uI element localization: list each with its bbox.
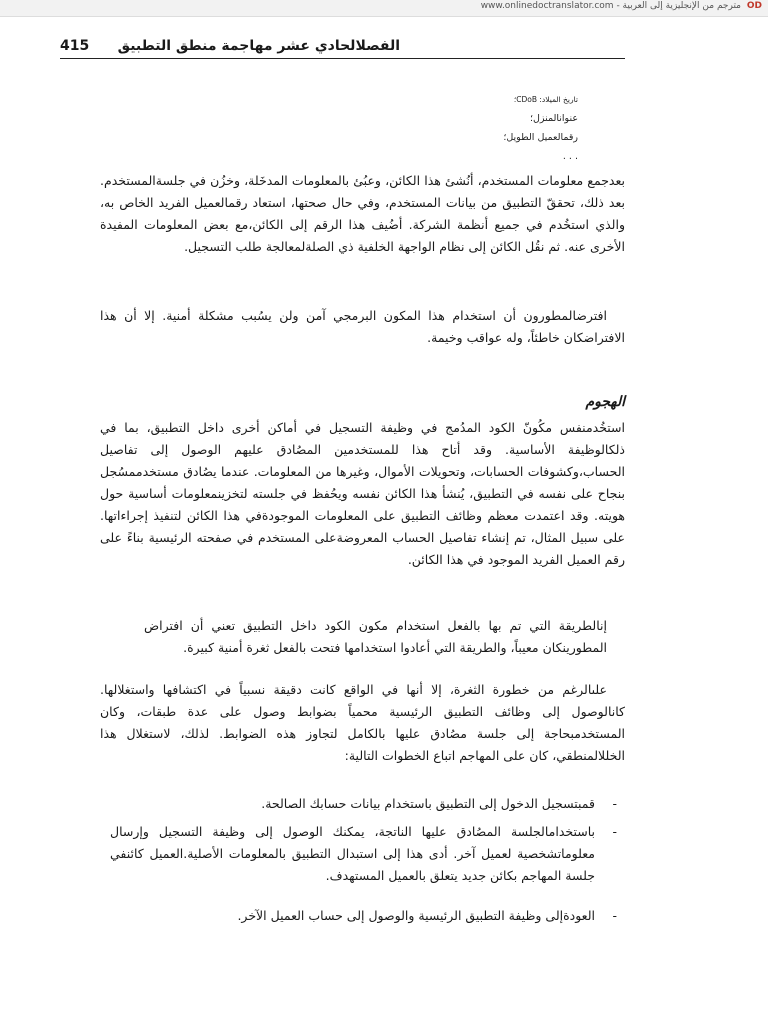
page-body: [100, 170, 625, 927]
chapter-title: الفصلالحادي عشر مهاجمة منطق التطبيق: [117, 38, 400, 54]
bullet-dash: -: [612, 908, 617, 923]
code-line: عنوانالمنزل؛: [529, 113, 578, 124]
translator-banner-text: مترجم من الإنجليزية إلى العربية - www.onlinedoctranslator.com: [480, 1, 741, 11]
paragraph-object-creation: بعدجمع معلومات المستخدم، أنُشئ هذا الكائن، وعبُئ بالمعلومات المدخَلة، وخزُن في جلسةالمستخدم. بعد ذلك، تحققّ التطبيق من بيانات المستخدم، وفي حال صحتها، استعاد رقمالعميل الفريد الخاص به، والذي استخُدم في جميع أنظمة الشركة. أضُيف هذا الرقم إلى الكائن،مع بعض المعلومات المفيدة الأخرى عنه. ثم نقُل الكائن إلى نظام الواجهة الخلفية ذي الصلةلمعالجة طلب التسجيل.: [100, 173, 625, 254]
translator-banner[interactable]: [481, 1, 762, 11]
code-line: رقمالعميل الطويل؛: [503, 132, 578, 143]
translator-logo-icon: OD: [746, 1, 762, 11]
list-item-text: باستخدامالجلسة المصُادق عليها الناتجة، يمكنك الوصول إلى وظيفة التسجيل وإرسال معلوماتشخصية لعميل آخر. أدى هذا إلى استبدال التطبيق بالمعلومات الأصلية.العميل كائنفي جلسة المهاجم بكائن جديد يتعلق بالعميل المستهدف.: [110, 824, 595, 883]
list-item: [100, 793, 625, 815]
page-header: [60, 38, 625, 59]
code-line: . . .: [562, 151, 578, 162]
section-heading-attack: الهجوم: [585, 394, 625, 410]
page-number: 415: [60, 38, 90, 54]
paragraph-attack-description: استخُدمنفس مكُونّ الكود المدُمج في وظيفة التسجيل في أماكن أخرى داخل التطبيق، بما في ذلكالوظيفة الأساسية. وقد أتاح هذا للمستخدمين المصُادق عليهم الوصول إلى تفاصيل الحساب،وكشوفات الحسابات، وتحويلات الأموال، وغيرها من المعلومات. عندما يصُادق مستخدممسُجل بنجاح على نفسه في التطبيق، يُنشأ هذا الكائن نفسه ويحُفظ في جلسته لتخزينمعلومات أساسية حول هويته. وقد اعتمدت معظم وظائف التطبيق على المعلومات الموجودةفي هذا الكائن لتنفيذ إجراءاتها. على سبيل المثال، تم إنشاء تفاصيل الحساب المعروضةعلى المستخدم في صفحته الرئيسية بناءً على رقم العميل الفريد الموجود في هذا الكائن.: [100, 420, 625, 567]
exploit-steps-list: [100, 793, 625, 927]
bullet-dash: -: [612, 824, 617, 839]
paragraph-flawed-assumption: إنالطريقة التي تم بها بالفعل استخدام مكون الكود داخل التطبيق تعني أن افتراض المطورينكان معيباً، والطريقة التي أعادوا استخدامها فتحت بالفعل ثغرة أمنية كبيرة.: [144, 618, 607, 655]
list-item: [100, 821, 625, 887]
translator-banner-bar: [0, 0, 768, 17]
list-item-text: العودةإلى وظيفة التطبيق الرئيسية والوصول إلى حساب العميل الآخر.: [237, 908, 595, 923]
code-snippet: [503, 90, 578, 166]
list-item-text: قمبتسجيل الدخول إلى التطبيق باستخدام بيانات حسابك الصالحة.: [261, 796, 595, 811]
paragraph-exploit-steps-intro: علىالرغم من خطورة الثغرة، إلا أنها في الواقع كانت دقيقة نسبياً في اكتشافها واستغلالها. كانالوصول إلى وظائف التطبيق الرئيسية محمياً بضوابط وصول على عدة طبقات، وكان المستخدمبحاجة إلى جلسة مصُادق عليها بالكامل لتجاوز هذه الضوابط. لذلك، لاستغلال هذا الخللالمنطقي، كان على المهاجم اتباع الخطوات التالية:: [100, 682, 625, 763]
bullet-dash: -: [612, 796, 617, 811]
paragraph-developer-assumption: افترضالمطورون أن استخدام هذا المكون البرمجي آمن ولن يسُبب مشكلة أمنية. إلا أن هذا الافتراضكان خاطئاً، وله عواقب وخيمة.: [100, 308, 625, 345]
code-line: تاريخ الميلاد: CDoB؛: [513, 95, 578, 104]
list-item: [100, 905, 625, 927]
